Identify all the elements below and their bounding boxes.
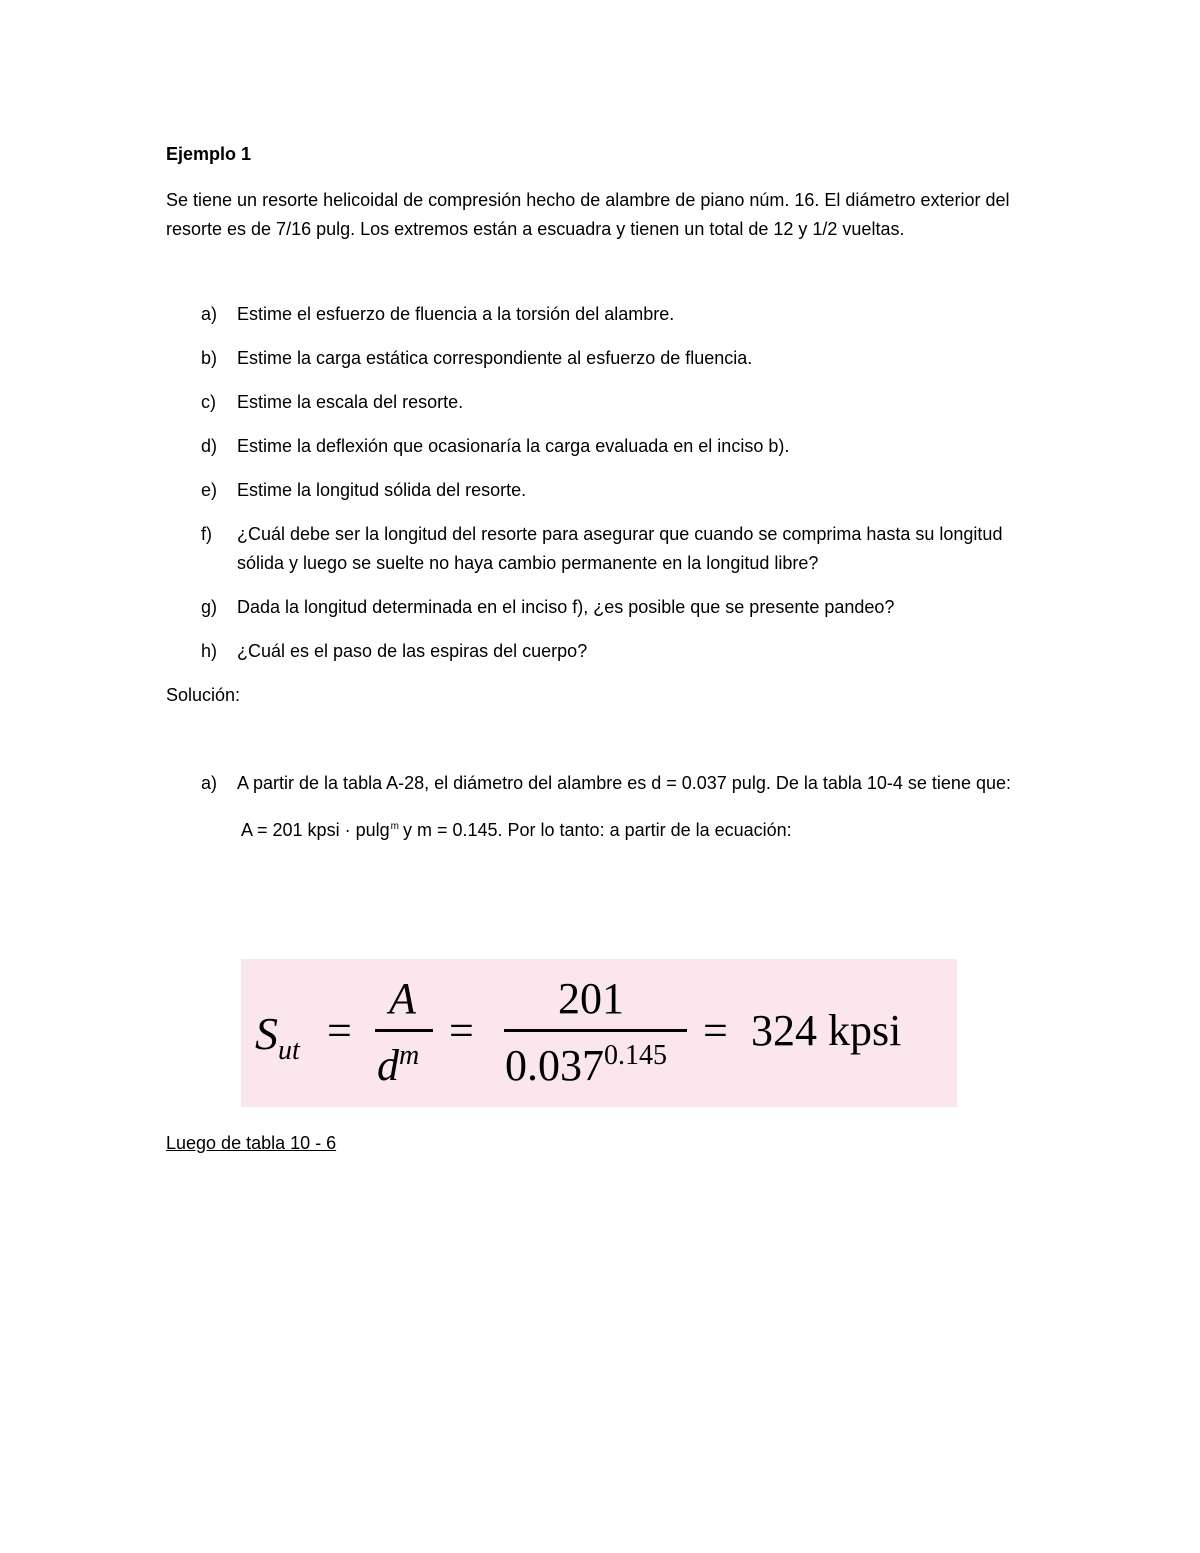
solution-item [166, 769, 1046, 798]
question-item [166, 476, 1046, 505]
example-heading: Ejemplo 1 [166, 144, 252, 164]
question-item [166, 388, 1046, 417]
solution-title: Solución: [166, 685, 241, 705]
question-label: d) [201, 436, 218, 456]
exponent-text: m [390, 821, 399, 832]
question-item [166, 344, 1046, 373]
frac2-denominator: $0.037^{0.145}$ [505, 1040, 667, 1090]
question-label: a) [201, 304, 218, 324]
question-label: f) [201, 524, 212, 544]
formula-result: 324 kpsi [751, 1006, 902, 1055]
solution-constants [166, 812, 1046, 845]
frac1-exponent: m [399, 1040, 420, 1071]
question-text: ¿Cuál es el paso de las espiras del cuerpo? [237, 641, 588, 661]
constants-text: A = 201 kpsi · pulg [241, 820, 390, 840]
formula-lhs-sub: ut [278, 1035, 300, 1066]
question-text: Estime el esfuerzo de fluencia a la torsión del alambre. [237, 304, 675, 324]
solution-label: a) [201, 773, 218, 793]
formula-equals-3: = [703, 1006, 728, 1055]
problem-statement: Se tiene un resorte helicoidal de compresión hecho de alambre de piano núm. 16. El diámetro exterior del resorte es de 7/16 pulg. Los extremos están a escuadra y tienen un total de 12 y 1/2 vueltas. [166, 190, 1010, 239]
question-text: Estime la carga estática correspondiente al esfuerzo de fluencia. [237, 348, 753, 368]
frac1-numerator: A [389, 974, 416, 1023]
constants-text-rest: y m = 0.145. Por lo tanto: a partir de la ecuación: [402, 820, 792, 840]
frac2-bar [504, 1029, 687, 1032]
question-item [166, 300, 1046, 329]
frac1-denominator: $d^m$ [377, 1040, 420, 1090]
question-text: Estime la longitud sólida del resorte. [237, 480, 527, 500]
formula-lhs: $S_{ut}$ [255, 1008, 300, 1066]
question-text: Dada la longitud determinada en el inciso f), ¿es posible que se presente pandeo? [237, 597, 895, 617]
solution-text: A partir de la tabla A-28, el diámetro del alambre es d = 0.037 pulg. De la tabla 10-4 se tiene que: [237, 773, 1011, 793]
document-body [166, 140, 1046, 845]
formula-equals-1: = [327, 1006, 352, 1055]
formula-image [241, 959, 957, 1107]
question-item [166, 520, 1046, 578]
question-label: e) [201, 480, 218, 500]
question-label: g) [201, 597, 218, 617]
table-reference-link[interactable]: Luego de tabla 10 - 6 [166, 1133, 337, 1153]
formula-equals-2: = [449, 1006, 474, 1055]
question-list [166, 300, 1046, 666]
frac2-numerator: 201 [558, 974, 624, 1023]
question-text: Estime la escala del resorte. [237, 392, 464, 412]
question-item [166, 593, 1046, 622]
question-label: b) [201, 348, 218, 368]
question-label: c) [201, 392, 216, 412]
question-text: Estime la deflexión que ocasionaría la carga evaluada en el inciso b). [237, 436, 790, 456]
frac1-bar [375, 1029, 433, 1032]
question-label: h) [201, 641, 218, 661]
frac2-exponent: 0.145 [604, 1040, 667, 1071]
question-text: ¿Cuál debe ser la longitud del resorte para asegurar que cuando se comprima hasta su longitud sólida y luego se suelte no haya cambio permanente en la longitud libre? [237, 524, 1003, 573]
question-item [166, 637, 1046, 666]
question-item [166, 432, 1046, 461]
